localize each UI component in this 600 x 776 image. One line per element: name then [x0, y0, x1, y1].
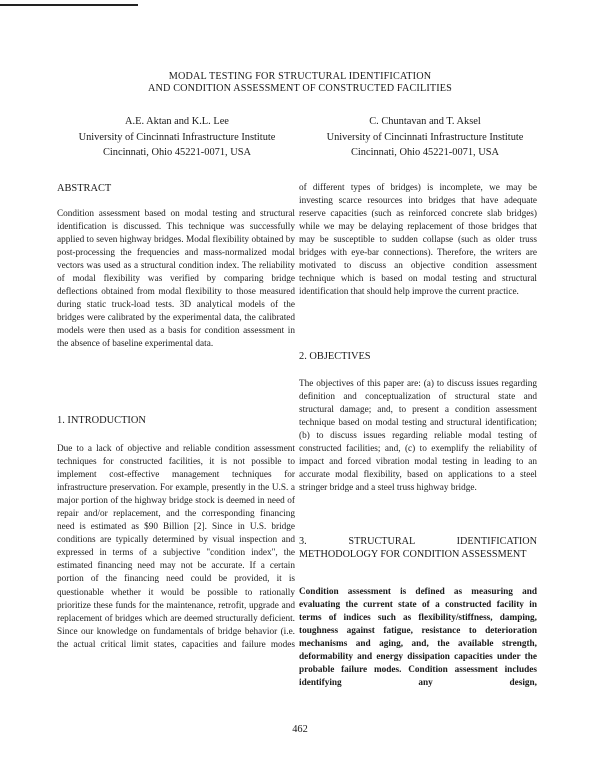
author-affiliation-right: University of Cincinnati Infrastructure Institute [326, 131, 524, 143]
paper-title-line-2: AND CONDITION ASSESSMENT OF CONSTRUCTED FACILITIES [148, 83, 452, 94]
author-block-left [42, 114, 312, 161]
abstract-heading: ABSTRACT [57, 183, 112, 194]
section-3-heading: 3. STRUCTURAL IDENTIFICATION METHODOLOGY FOR CONDITION ASSESSMENT [299, 536, 537, 560]
author-names-left: A.E. Aktan and K.L. Lee [125, 116, 229, 127]
corner-rule [0, 4, 138, 6]
abstract-text: Condition assessment based on modal testing and structural identification is discussed. This technique was successfully applied to seven highway bridges. Modal flexibility obtained by post-processing the frequencies and mass-normalized modal vectors was used as a structural condition index. The reliability of modal flexibility was verified by comparing bridge deflections obtained from modal flexibility to those measured during static truck-load tests. 3D analytical models of the bridges were calibrated by the experimental data, the calibrated models were then used as a basis for condition assessment in the absence of baseline experimental data. [57, 209, 295, 350]
author-names-right: C. Chuntavan and T. Aksel [369, 116, 481, 127]
introduction-text-continued: of different types of bridges) is incomplete, we may be investing scarce resources into bridges that have adequate reserve capacities (such as reinforced concrete slab bridges) while we may be delaying replacement of those bridges that may be susceptible to sudden collapse (such as older truss bridges with eye-bar connections). Therefore, the writers are motivated to discuss an objective condition assessment technique which is based on modal testing and structural identification that should help improve the current practice. [299, 183, 537, 298]
introduction-text: Due to a lack of objective and reliable condition assessment techniques for constructed facilities, it is not possible to implement cost-effective management techniques for infrastructure preservation. For example, presently in the U.S. a major portion of the highway bridge stock is deemed in need of repair and/or replacement, and the corresponding financing need is estimated as $90 Billion [2]. Since in U.S. bridge conditions are typically determined by visual inspection and expressed in terms of a subjective "condition index", the estimated financing need may not be accurate. If a certain portion of the financing need could be provided, it is questionable whether it would be possible to rationally prioritize these funds for the maintenance, retrofit, upgrade and replacement of bridges which are deemed structurally deficient. Since our knowledge on fundamentals of bridge behavior (i.e. the actual critical limit states, capacities and failure modes [57, 444, 295, 650]
objectives-heading: 2. OBJECTIVES [299, 351, 371, 362]
objectives-text: The objectives of this paper are: (a) to discuss issues regarding definition and conceptualization of structural state and structural damage; and, to present a condition assessment technique based on modal testing and structural identification; (b) to discuss issues regarding reliable modal testing of constructed facilities; and, (c) to exemplify the reliability of impact and forced vibration modal testing in leading to an accurate modal flexibility, based on applications to a steel stringer bridge and a steel truss highway bridge. [299, 379, 537, 494]
author-affiliation-left: University of Cincinnati Infrastructure Institute [78, 131, 276, 143]
section-3-text: Condition assessment is defined as measuring and evaluating the current state of a constructed facility in terms of indices such as flexibility/stiffness, damping, toughness against fatigue, resistance to deterioration mechanisms and aging, and, the available strength, deformability and energy dissipation capacities under the probable failure modes. Condition assessment includes identifying any design, [299, 587, 537, 689]
author-address-right: Cincinnati, Ohio 45221-0071, USA [350, 147, 500, 158]
page-number: 462 [292, 724, 308, 735]
introduction-heading: 1. INTRODUCTION [57, 415, 146, 426]
author-address-left: Cincinnati, Ohio 45221-0071, USA [102, 147, 252, 158]
author-block-right [290, 114, 560, 161]
paper-title-line-1: MODAL TESTING FOR STRUCTURAL IDENTIFICATION [168, 71, 432, 82]
